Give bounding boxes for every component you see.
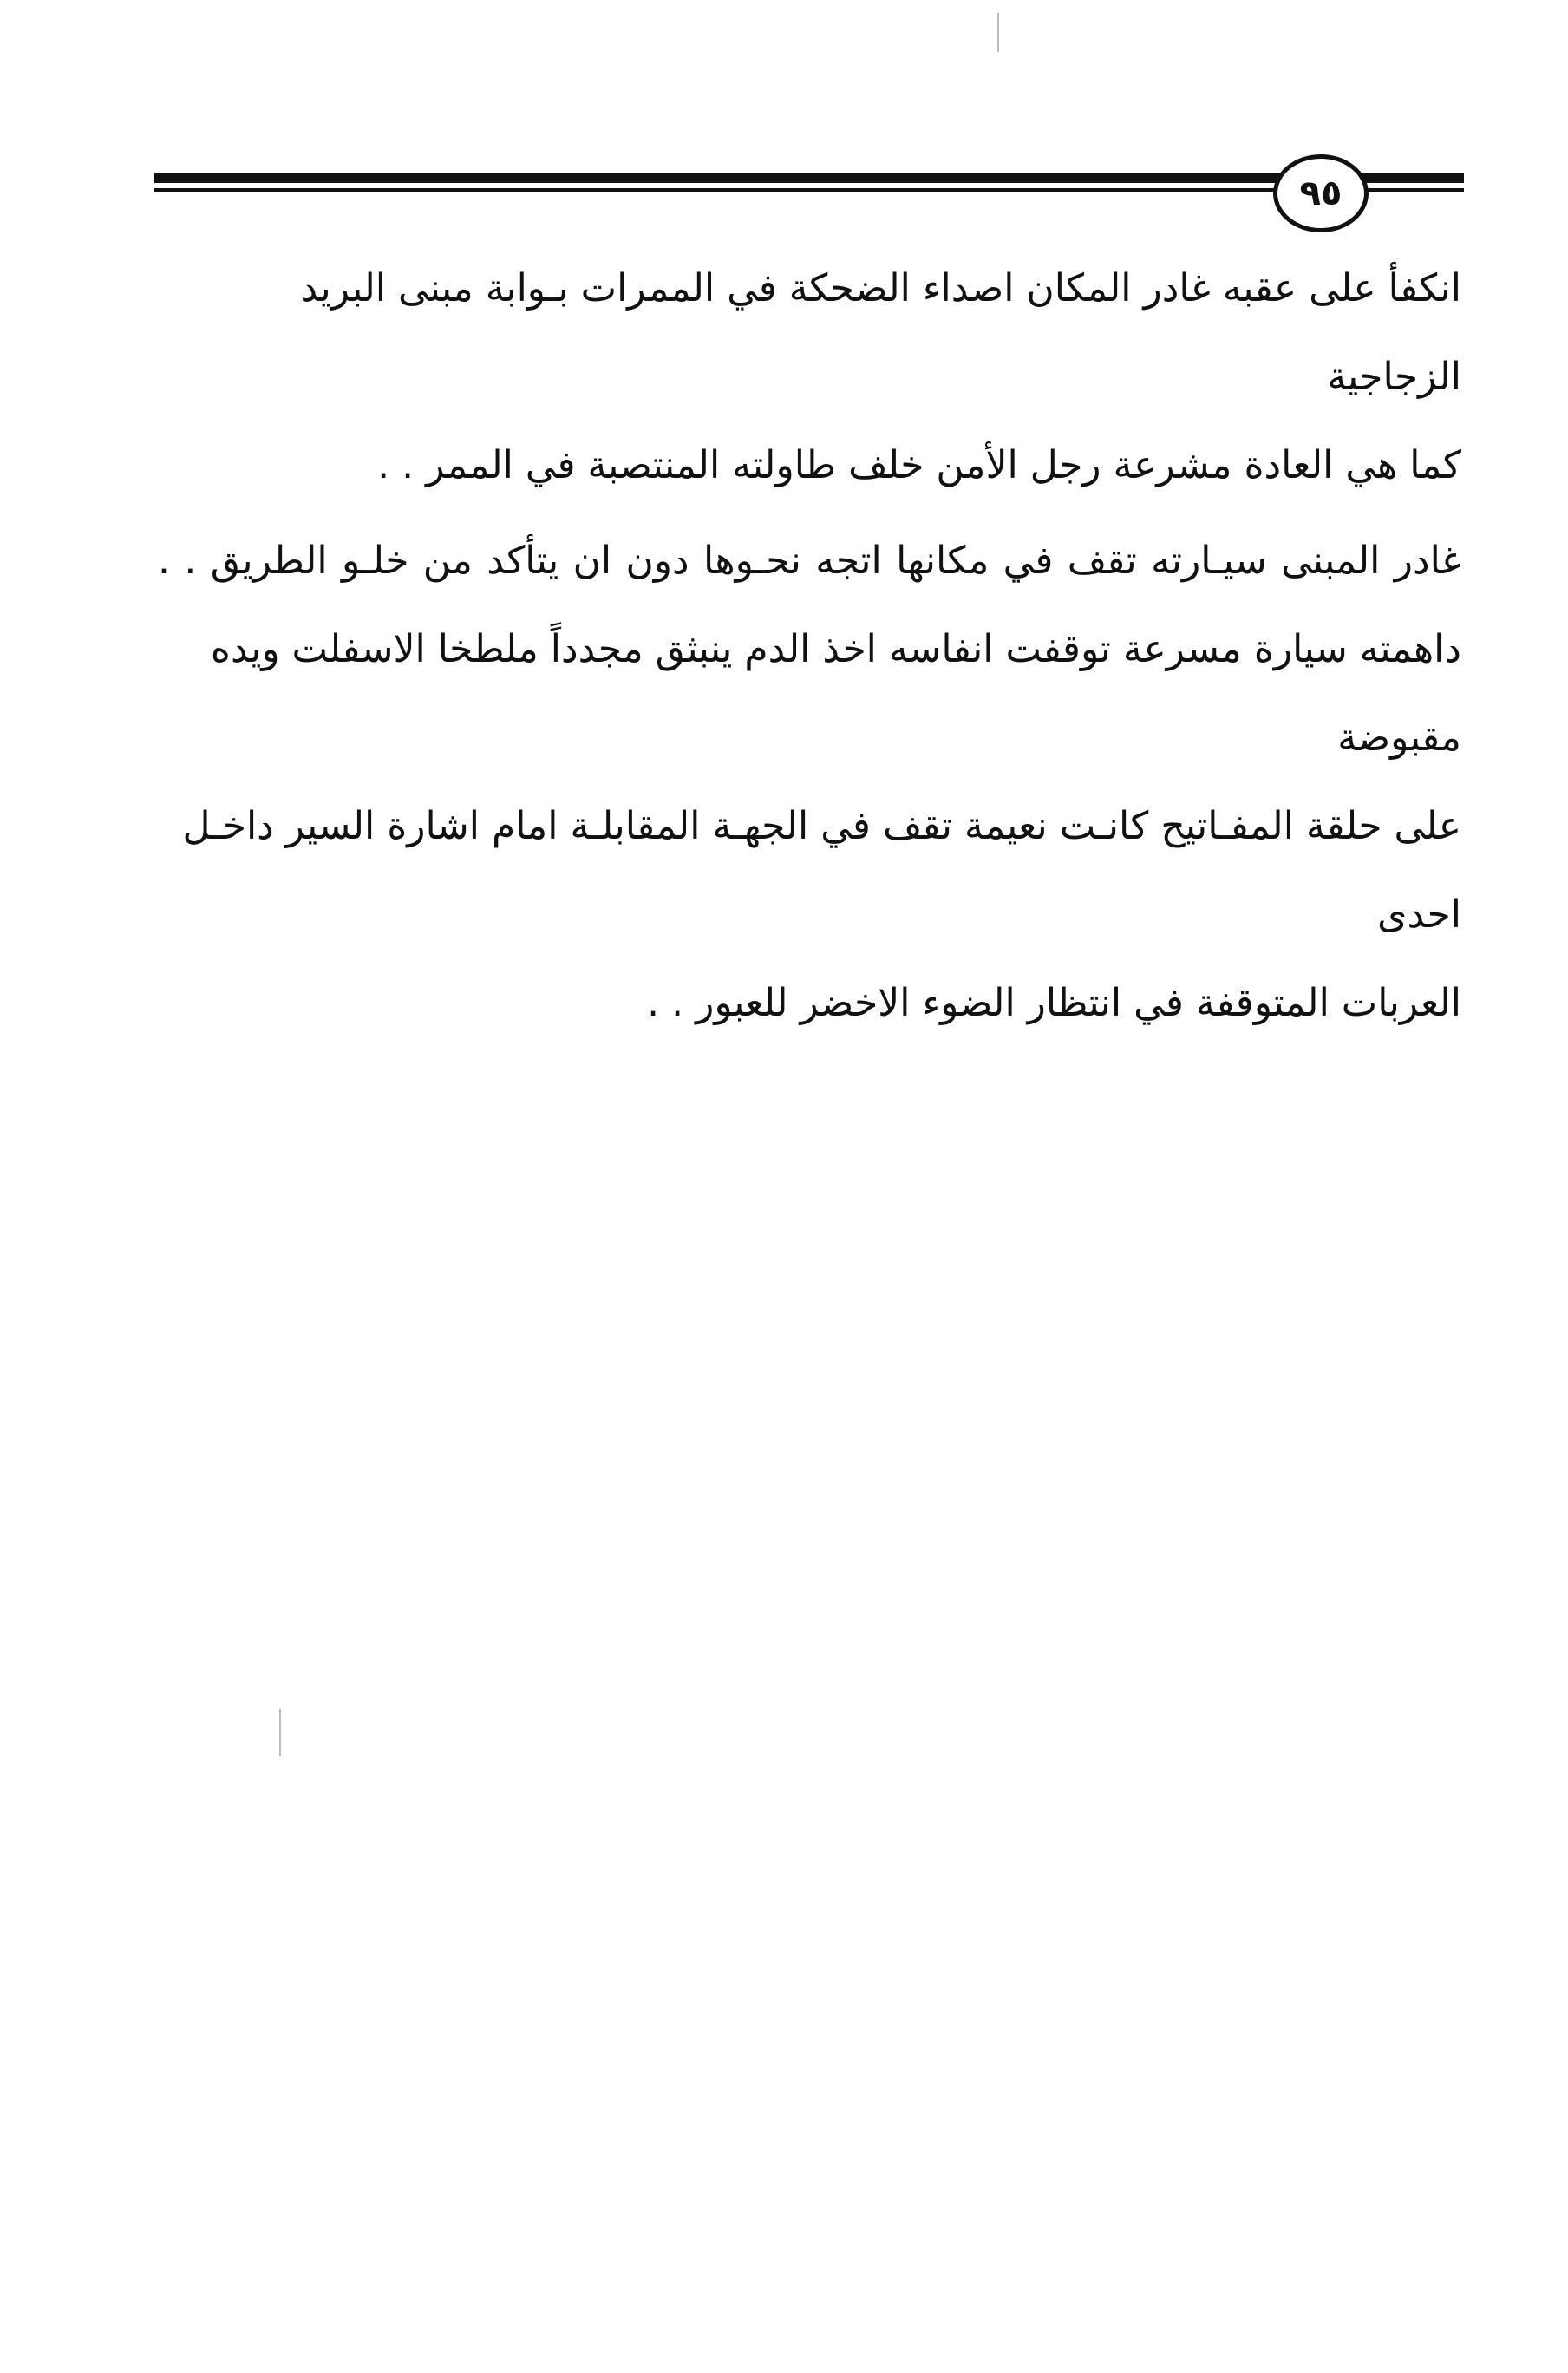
text-line: العربات المتوقفة في انتظار الضوء الاخضر للعبور . . (647, 981, 1461, 1025)
text-line: كما هي العادة مشرعة رجل الأمن خلف طاولته المنتصبة في الممر . . (377, 443, 1461, 487)
header-rule-thin (154, 188, 1464, 192)
text-line: داهمته سيارة مسرعة توقفت انفاسه اخذ الدم ينبثق مجدداً ملطخا الاسفلت ويده مقبوضة (210, 627, 1461, 760)
header-rule-thick (154, 173, 1464, 183)
scan-mark (997, 13, 999, 52)
scan-mark (279, 1709, 281, 1756)
body-text (158, 245, 1461, 1048)
text-line: غادر المبنى سيـارته تقف في مكانها اتجه نحـوها دون ان يتأكد من خلـو الطريق . . (158, 539, 1461, 583)
page-number: ٩٥ (1273, 154, 1369, 232)
text-line: على حلقة المفـاتيح كانـت نعيمة تقف في الجهـة المقابلـة امام اشارة السير داخـل احدى (182, 804, 1461, 937)
page-header (154, 154, 1464, 232)
text-line: انكفأ على عقبه غادر المكان اصداء الضحكة في الممرات بـوابة مبنى البريد الزجاجية (300, 266, 1461, 399)
